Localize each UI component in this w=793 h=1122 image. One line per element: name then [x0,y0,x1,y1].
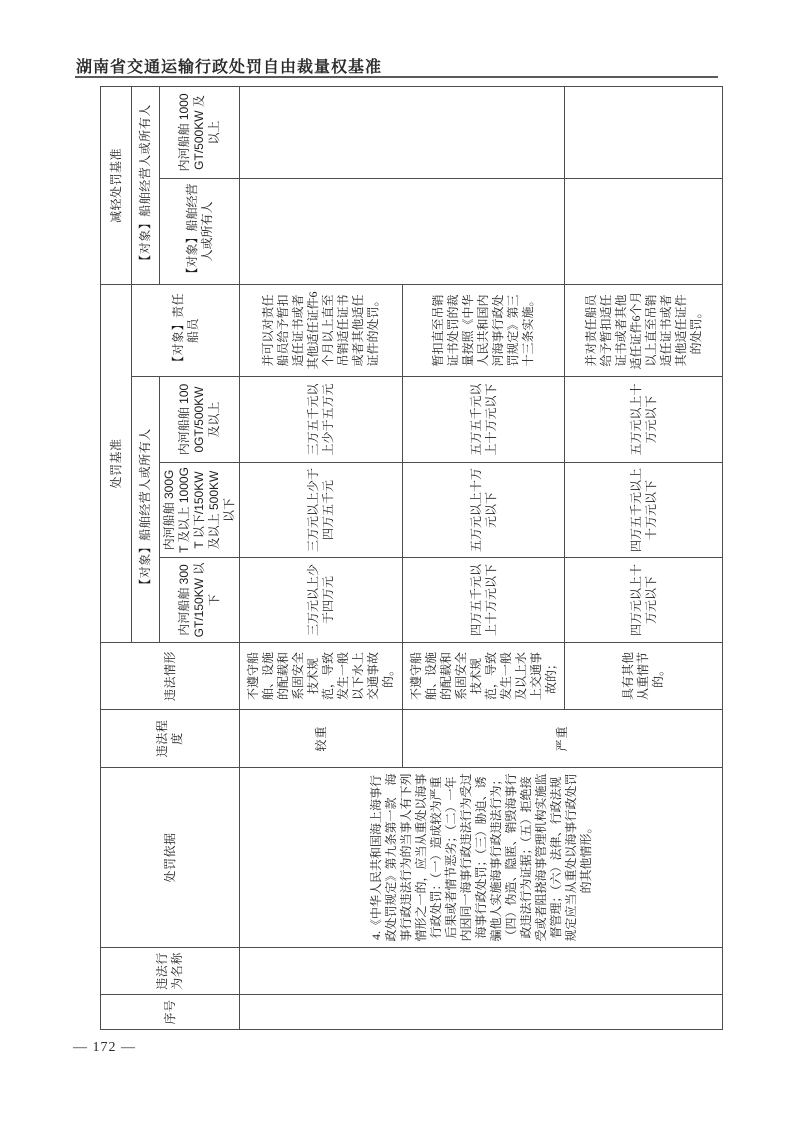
header-mitigated-col-operator-owner: 【对象】船舶经营人或所有人 [160,178,240,284]
rotated-table-wrapper [100,87,708,1030]
header-penalty-standard-group: 处罚基准 [101,284,132,642]
header-mitigated-standard-group: 减轻处罚基准 [101,86,132,284]
cell-mitigated-operator-rows12 [240,178,565,284]
cell-fine-mid-row3: 四万五千元以上十万元以下 [565,463,723,558]
cell-crew-penalty-row1: 并可以对责任船员给予暂扣适任证书或者其他适任证件6个月以上直至吊销适任证书或者其他适任证件的处罚。 [240,284,403,376]
cell-crew-penalty-row3: 并对责任船员给予暂扣适任证书或者其他适任证件6个月以上直至吊销适任证书或者其他适任证件的处罚。 [565,284,723,376]
header-vessel-large: 内河船舶 1000GT/500KW 及以上 [160,377,240,463]
cell-fine-mid-row1: 三万元以上少于四万五千元 [240,463,403,558]
header-penalty-basis: 处罚依据 [101,768,240,948]
header-vessel-small: 内河船舶 300GT/150KW 以下 [160,558,240,643]
header-violation-degree: 违法程度 [101,710,240,768]
header-target-responsible-crew: 【对象】责任船员 [132,284,240,376]
cell-mitigated-operator-row3 [565,178,723,284]
cell-fine-small-row2: 四万五千元以上十万元以下 [403,558,565,643]
cell-crew-penalty-row2: 暂扣直至吊销证书处罚的裁量按照《中华人民共和国内河海事行政处罚规定》第三十三条实施。 [403,284,565,376]
cell-degree-moderate: 较重 [240,710,403,768]
data-row-moderate [240,86,403,1029]
cell-degree-severe: 严重 [403,710,723,768]
cell-fine-small-row3: 四万元以上十万元以下 [565,558,723,643]
page-title: 湖南省交通运输行政处罚自由裁量权基准 [76,59,383,76]
penalty-standards-table [100,86,723,1030]
cell-violation-name [240,948,723,995]
page-number: — 172 — [73,1040,136,1055]
cell-serial-number [240,995,723,1030]
cell-circumstance-row1: 不遵守船舶、设施的配载和系固安全技术规范，导致发生一般以下水上交通事故的。 [240,643,403,710]
cell-fine-large-row2: 五万五千元以上十万元以下 [403,377,565,463]
header-violation-name: 违法行为名称 [101,948,240,995]
header-violation-circumstance: 违法情形 [101,643,240,710]
cell-penalty-basis: 4.《中华人民共和国海上海事行政处罚规定》第九条第一款 海事行政违法行为的当事人有下列情形之一的，应当从重处以海事行政处罚：（一）造成较为严重后果或者情节恶劣；（二）一年内因同一海事行政违法行为受过海事行政处罚；（三）胁迫、诱骗他人实施海事行政违法行为；（四）伪造、隐匿、销毁海事行政违法行为证据；（五）拒绝接受或者阻挠海事管理机构实施监督管理；（六）法律、行政法规规定应当从重处以海事行政处罚的其他情形。 [240,768,723,948]
cell-circumstance-row2: 不遵守船舶、设施的配载和系固安全技术规范，导致发生一般及以上水上交通事故的； [403,643,565,710]
header-target-operator-owner: 【对象】船舶经营人或所有人 [132,377,160,643]
header-mitigated-col-vessel-large: 内河船舶 1000GT/500KW 及以上 [160,86,240,178]
cell-mitigated-large-row3 [565,86,723,178]
header-mitigated-target-operator-owner: 【对象】船舶经营人或所有人 [132,86,160,284]
cell-circumstance-row3: 具有其他从重情节的。 [565,643,723,710]
title-rule [75,76,718,78]
cell-fine-large-row3: 五万元以上十万元以下 [565,377,723,463]
cell-mitigated-large-rows12 [240,86,565,178]
cell-fine-mid-row2: 五万元以上十万元以下 [403,463,565,558]
landscape-table-container [100,87,708,1030]
cell-fine-large-row1: 三万五千元以上少于五万元 [240,377,403,463]
header-row-1 [101,86,132,1029]
header-serial-number: 序号 [101,995,240,1030]
header-vessel-mid: 内河船舶 300GT 及以上 1000GT 以下/150KW 及以上 500KW 以下 [160,463,240,558]
cell-fine-small-row1: 三万元以上少于四万元 [240,558,403,643]
